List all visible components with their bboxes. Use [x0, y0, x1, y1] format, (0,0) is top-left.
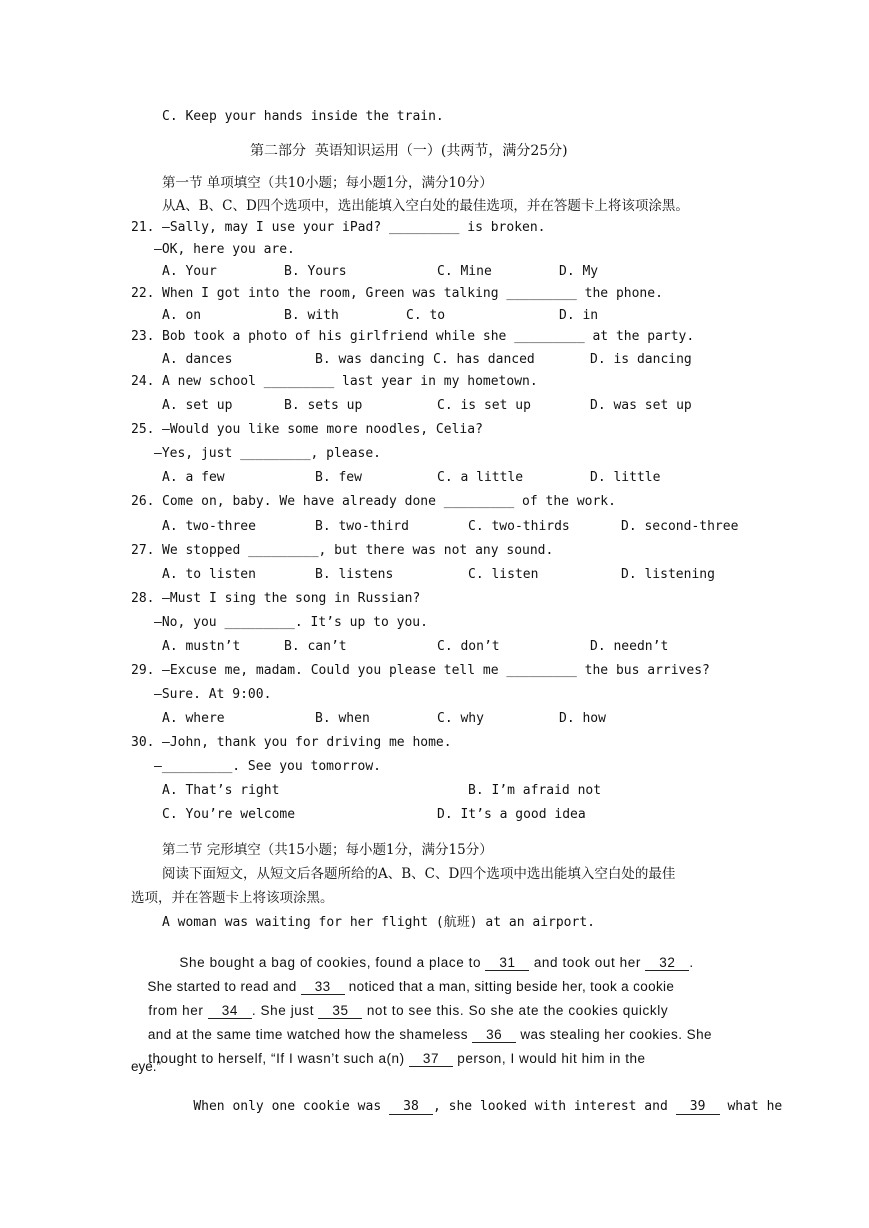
blank-38: 38: [389, 1100, 433, 1115]
option-c: C. is set up: [437, 398, 531, 413]
question-stem: —Sally, may I use your iPad? _________ is broken.: [162, 220, 546, 235]
option-c: C. to: [406, 308, 446, 323]
option-d: D. was set up: [590, 398, 692, 413]
passage-text: thought to herself, “If I wasn’t such a(n): [148, 1051, 409, 1066]
option-a: A. mustn’t: [162, 639, 241, 654]
option-b: B. with: [284, 308, 339, 323]
question-number: 24.: [131, 374, 155, 389]
question-stem-line2: —OK, here you are.: [154, 242, 295, 257]
question-stem: —Would you like some more noodles, Celia?: [162, 422, 483, 437]
section1-title: 第一节 单项填空（共10小题；每小题1分，满分10分）: [162, 175, 493, 191]
section2-title: 第二节 完形填空（共15小题；每小题1分，满分15分）: [162, 842, 493, 858]
passage-text: She started to read and: [147, 979, 301, 994]
passage-text: She bought a bag of cookies, found a place to: [179, 955, 486, 970]
passage-text: what he: [719, 1099, 783, 1114]
section1-instruction: 从A、B、C、D四个选项中，选出能填入空白处的最佳选项，并在答题卡上将该项涂黑。: [162, 198, 689, 214]
question-number: 26.: [131, 494, 155, 509]
question-number: 21.: [131, 220, 155, 235]
passage-text: not to see this. So she ate the cookies quickly: [362, 1003, 669, 1018]
option-b: B. sets up: [284, 398, 363, 413]
option-c: C. two-thirds: [468, 519, 570, 534]
question-stem: —John, thank you for driving me home.: [162, 735, 452, 750]
question-stem-line2: —No, you _________. It’s up to you.: [154, 615, 428, 630]
top-line: C. Keep your hands inside the train.: [162, 109, 444, 124]
option-a: A. to listen: [162, 567, 256, 582]
section2-instruction-line1: 阅读下面短文，从短文后各题所给的A、B、C、D四个选项中选出能填入空白处的最佳: [162, 866, 676, 882]
passage-text: When only one cookie was: [193, 1099, 389, 1114]
option-c: C. listen: [468, 567, 539, 582]
option-d: D. needn’t: [590, 639, 669, 654]
question-stem-line2: —_________. See you tomorrow.: [154, 759, 381, 774]
option-a: A. set up: [162, 398, 233, 413]
blank-32: 32: [645, 956, 689, 971]
passage-text: .: [689, 955, 694, 970]
passage-line: A woman was waiting for her flight (航班) at an airport.: [162, 915, 595, 930]
section2-instruction-line2: 选项，并在答题卡上将该项涂黑。: [131, 890, 334, 906]
option-d: D. My: [559, 264, 599, 279]
blank-35: 35: [318, 1004, 362, 1019]
blank-33: 33: [301, 980, 345, 995]
option-a: A. on: [162, 308, 202, 323]
question-number: 28.: [131, 591, 155, 606]
passage-text: and took out her: [529, 955, 646, 970]
option-c: C. Mine: [437, 264, 492, 279]
option-b: B. when: [315, 711, 370, 726]
question-stem: —Excuse me, madam. Could you please tell me _________ the bus arrives?: [162, 663, 710, 678]
option-a: A. a few: [162, 470, 225, 485]
blank-31: 31: [485, 956, 529, 971]
question-stem-line2: —Yes, just _________, please.: [154, 446, 381, 461]
question-stem: Bob took a photo of his girlfriend while she _________ at the party.: [162, 329, 695, 344]
option-b: B. listens: [315, 567, 394, 582]
option-c: C. has danced: [433, 352, 535, 367]
blank-39: 39: [676, 1100, 720, 1115]
question-stem-line2: —Sure. At 9:00.: [154, 687, 272, 702]
option-b: B. I’m afraid not: [468, 783, 602, 798]
question-number: 23.: [131, 329, 155, 344]
option-a: A. two-three: [162, 519, 256, 534]
passage-text: and at the same time watched how the shameless: [147, 1027, 473, 1042]
option-c: C. a little: [437, 470, 524, 485]
blank-36: 36: [472, 1028, 516, 1043]
passage-text: noticed that a man, sitting beside her, took a cookie: [344, 979, 675, 994]
passage-text: , she looked with interest and: [432, 1099, 676, 1114]
question-number: 22.: [131, 286, 155, 301]
question-stem: A new school _________ last year in my hometown.: [162, 374, 538, 389]
option-a: A. Your: [162, 264, 217, 279]
blank-37: 37: [409, 1052, 453, 1067]
passage-line: eye.”: [131, 1059, 162, 1074]
question-number: 27.: [131, 543, 155, 558]
question-stem: When I got into the room, Green was talking _________ the phone.: [162, 286, 663, 301]
question-stem: We stopped _________, but there was not any sound.: [162, 543, 554, 558]
option-d: D. listening: [621, 567, 715, 582]
question-stem: —Must I sing the song in Russian?: [162, 591, 421, 606]
question-stem: Come on, baby. We have already done _________ of the work.: [162, 494, 616, 509]
option-a: A. That’s right: [162, 783, 280, 798]
option-c: C. don’t: [437, 639, 500, 654]
option-c: C. You’re welcome: [162, 807, 296, 822]
option-d: D. in: [559, 308, 599, 323]
question-number: 30.: [131, 735, 155, 750]
option-d: D. is dancing: [590, 352, 692, 367]
blank-34: 34: [208, 1004, 252, 1019]
part2-title: 第二部分 英语知识运用（一）(共两节，满分25分): [250, 143, 568, 159]
passage-text: from her: [148, 1003, 208, 1018]
passage-line: [131, 1035, 646, 1083]
option-d: D. second-three: [621, 519, 739, 534]
option-b: B. few: [315, 470, 362, 485]
passage-line: [162, 1083, 782, 1131]
passage-text: person, I would hit him in the: [452, 1051, 646, 1066]
option-b: B. can’t: [284, 639, 347, 654]
option-d: D. how: [559, 711, 606, 726]
passage-text: . She just: [251, 1003, 319, 1018]
option-d: D. little: [590, 470, 661, 485]
option-c: C. why: [437, 711, 484, 726]
option-a: A. where: [162, 711, 225, 726]
option-b: B. two-third: [315, 519, 409, 534]
question-number: 29.: [131, 663, 155, 678]
option-d: D. It’s a good idea: [437, 807, 586, 822]
option-b: B. Yours: [284, 264, 347, 279]
option-a: A. dances: [162, 352, 233, 367]
question-number: 25.: [131, 422, 155, 437]
option-b: B. was dancing: [315, 352, 425, 367]
passage-text: was stealing her cookies. She: [516, 1027, 712, 1042]
